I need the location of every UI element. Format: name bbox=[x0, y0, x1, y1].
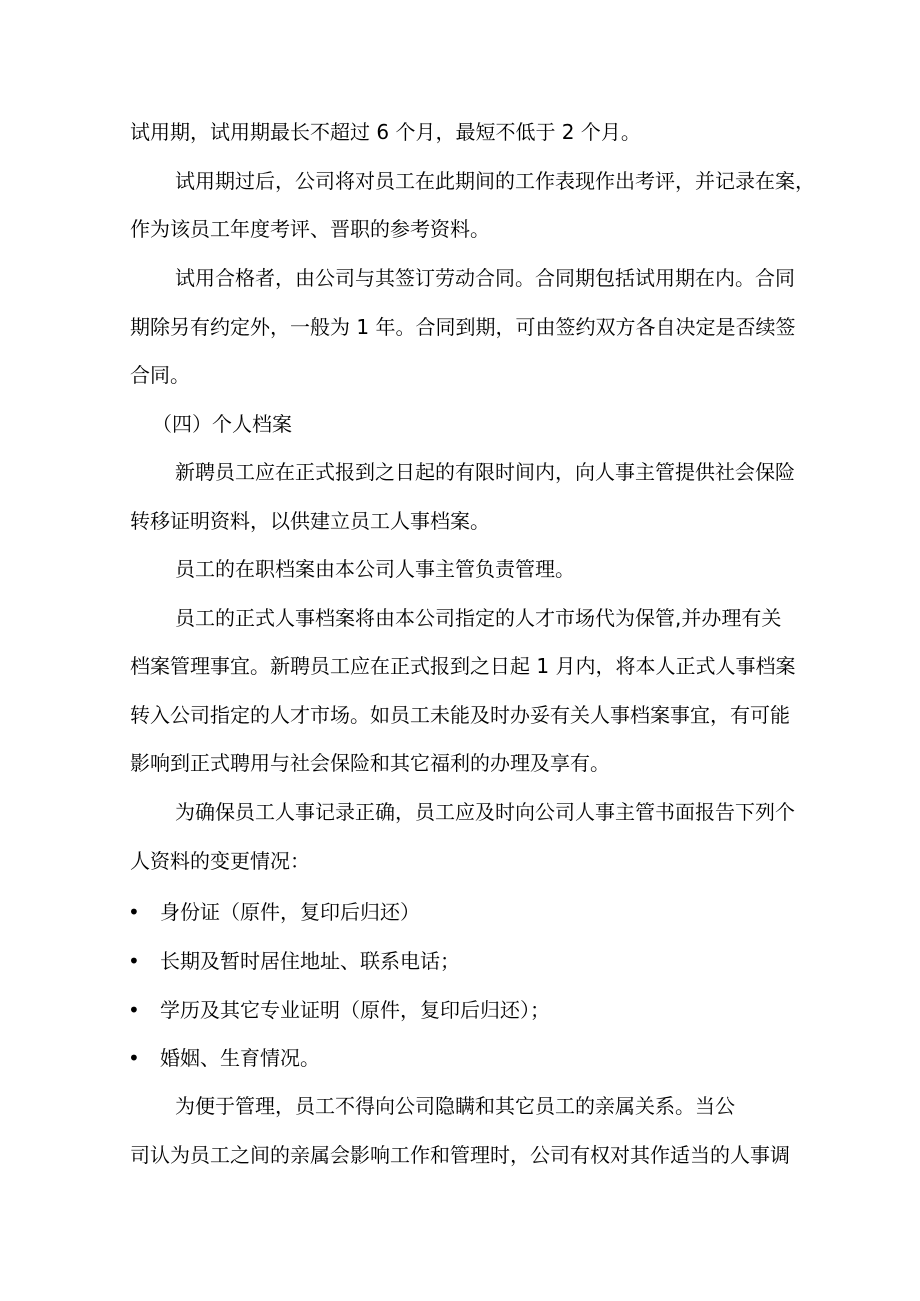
paragraph-line: 员工的在职档案由本公司人事主管负责管理。 bbox=[175, 557, 575, 581]
paragraph-line: 试用合格者，由公司与其签订劳动合同。合同期包括试用期在内。合同 bbox=[175, 266, 795, 290]
paragraph-line: 期除另有约定外，一般为 1 年。合同到期，可由签约双方各自决定是否续签 bbox=[130, 315, 796, 339]
paragraph-line: 档案管理事宜。新聘员工应在正式报到之日起 1 月内，将本人正式人事档案 bbox=[130, 654, 796, 678]
section-heading: （四）个人档案 bbox=[152, 412, 292, 436]
paragraph-line: 合同。 bbox=[130, 363, 190, 387]
bullet-icon: • bbox=[128, 949, 140, 973]
bullet-icon: • bbox=[128, 1046, 140, 1070]
bullet-icon: • bbox=[128, 900, 140, 924]
paragraph-line: 转移证明资料，以供建立员工人事档案。 bbox=[130, 509, 490, 533]
paragraph-line: 转入公司指定的人才市场。如员工未能及时办妥有关人事档案事宜，有可能 bbox=[130, 703, 790, 727]
paragraph-line: 司认为员工之间的亲属会影响工作和管理时，公司有权对其作适当的人事调 bbox=[130, 1143, 790, 1167]
list-item-text: 学历及其它专业证明（原件，复印后归还）； bbox=[160, 998, 550, 1022]
bullet-icon: • bbox=[128, 998, 140, 1022]
paragraph-line: 试用期，试用期最长不超过 6 个月，最短不低于 2 个月。 bbox=[130, 120, 641, 144]
list-item-text: 身份证（原件，复印后归还） bbox=[160, 900, 420, 924]
paragraph-line: 人资料的变更情况： bbox=[130, 849, 310, 873]
paragraph-line: 新聘员工应在正式报到之日起的有限时间内，向人事主管提供社会保险 bbox=[175, 460, 795, 484]
paragraph-line: 作为该员工年度考评、晋职的参考资料。 bbox=[130, 217, 490, 241]
paragraph-line: 为确保员工人事记录正确，员工应及时向公司人事主管书面报告下列个 bbox=[175, 800, 795, 824]
list-item-text: 长期及暂时居住地址、联系电话； bbox=[160, 949, 460, 973]
list-item-text: 婚姻、生育情况。 bbox=[160, 1046, 320, 1070]
paragraph-line: 试用期过后，公司将对员工在此期间的工作表现作出考评，并记录在案， bbox=[175, 169, 815, 193]
paragraph-line: 影响到正式聘用与社会保险和其它福利的办理及享有。 bbox=[130, 751, 610, 775]
paragraph-line: 员工的正式人事档案将由本公司指定的人才市场代为保管,并办理有关 bbox=[175, 606, 782, 630]
paragraph-line: 为便于管理，员工不得向公司隐瞒和其它员工的亲属关系。当公 bbox=[175, 1094, 735, 1118]
